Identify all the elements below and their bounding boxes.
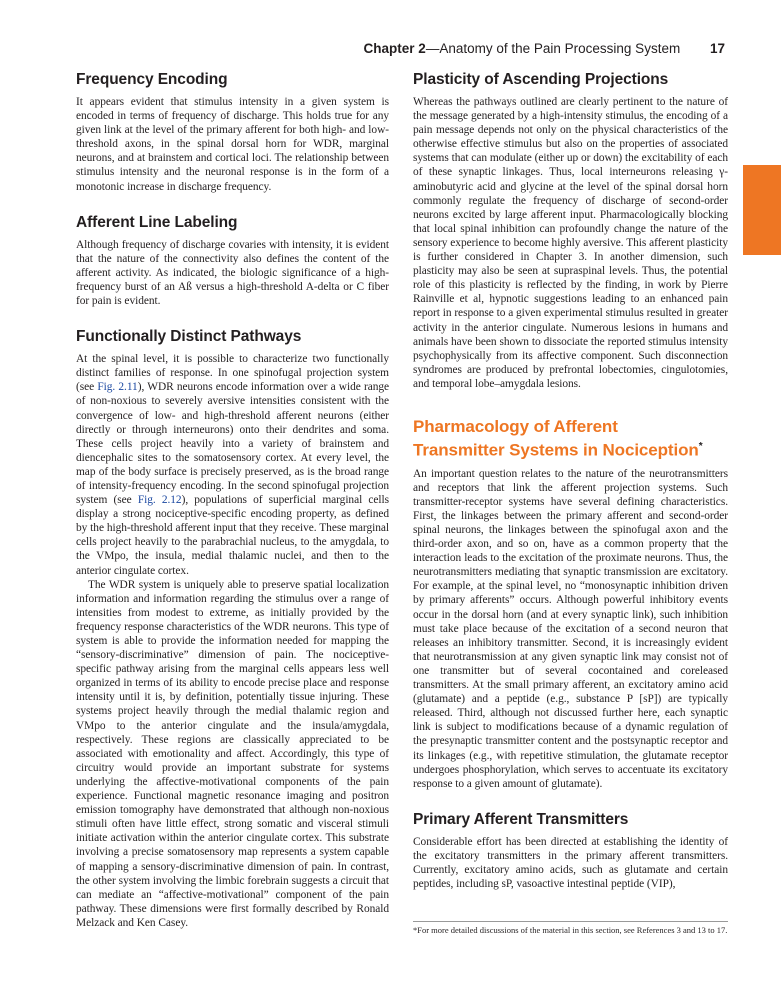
chapter-label: Chapter 2 <box>363 41 426 56</box>
heading-pharmacology-of-afferent-transmitter-systems <box>413 417 728 461</box>
figure-link-2-12[interactable]: Fig. 2.12 <box>137 494 182 507</box>
chapter-dash: — <box>425 41 440 56</box>
text-run: ), populations of superficial marginal cells display a strong nociceptive-specific encoding property, as defined by the high-threshold afferent input that they receive. These marginal cells project heavily to the parabrachial nucleus, to the amygdala, to the VMpo, the insula, medial thalamic nuclei, and then to the anterior cingulate cortex. <box>76 494 389 577</box>
paragraph: Considerable effort has been directed at establishing the identity of the excitatory transmitters in the primary afferent transmitters. Currently, excitatory amino acids, such as glutamate and certain peptides, including sP, vasoactive intestinal peptide (VIP), <box>413 835 728 891</box>
paragraph: The WDR system is uniquely able to preserve spatial localization information and information regarding the stimulus over a range of intensities from modest to extreme, as initially provided by the frequency response characteristics of the WDR neurons. This type of system is able to provide the information needed for mapping the “sensory-discriminative” dimension of pain. The nociceptive-specific pathway arising from the marginal cells appears less well organized in terms of its ability to encode precise place and response intensity until it is, by definition, potentially tissue injuring. These systems project heavily through the medial thalamic region and VMpo to the anterior cingulate and the insula/amygdala, respectively. These regions are classically appreciated to be associated with emotionality and affect. Accordingly, this type of circuitry would provide an important substrate for systems underlying the affective-motivational components of the pain experience. Functional magnetic resonance imaging and positron emission tomography have demonstrated that although non-noxious stimuli often have little effect, strong somatic and visceral stimuli initiate activation within the anterior cingulate cortex. This substrate involving a precise somatosensory map represents a system capable of mapping a sensory-discriminative dimension of pain. In contrast, the other system involving the limbic forebrain suggests a circuit that can mediate an “affective-motivational” component of the pain pathway. These dimensions were first formally described by Ronald Melzack and Ken Casey. <box>76 578 389 929</box>
paragraph: An important question relates to the nature of the neurotransmitters and receptors that link the afferent projection systems. Such transmitter-receptor systems have several defining characteristics. First, the linkages between the primary afferent and second-order spinal neurons, the linkages between the spinofugal axon and the third-order axon, and so on, have as a common property that the interaction leads to the excitation of the proximate neurons. Thus, the neurotransmitters mediating that synaptic transmission are excitatory. For example, at the spinal level, no “monosynaptic inhibition driven by primary afferents” occurs. Although powerful inhibitory events occur in the dorsal horn (and at every synaptic link), such inhibition must take place because of the excitation of a second neuron that releases an inhibitory transmitter. Second, it is increasingly evident that neurotransmission at any given synaptic link may consist not of one transmitter but of several cocontained and coreleased transmitters. At the small primary afferent, an excitatory amino acid (glutamate) and a peptide (e.g., substance P [sP]) are typically released. Third, although not discussed further here, each synaptic link is subject to modifications because of a dynamic regulation of the presynaptic transmitter content and the postsynaptic receptor and its linkages (e.g., with repetitive stimulation, the glutamate receptor undergoes phosphorylation, which serves to accentuate its excitatory response to a given amount of glutamate). <box>413 467 728 790</box>
paragraph <box>76 352 389 578</box>
heading-primary-afferent-transmitters: Primary Afferent Transmitters <box>413 810 629 828</box>
text-run: At the spinal level, it is possible to characterize two functionally distinct families of response. In one spinofugal projection system (see <box>76 353 389 394</box>
text-run: ), WDR neurons encode information over a wide range of non-noxious to severely aversive intensities consistent with the convergence of low- and high-threshold afferent neurons (either directly or through interneurons) onto their dendrites and soma. These cells project heavily into a variety of brainstem and diencephalic sites to the somatosensory cortex. At every level, the map of the body surface is precisely preserved, as is the broad range of intensity-frequency encoding. In the second spinofugal projection system (see <box>76 381 389 507</box>
heading-afferent-line-labeling: Afferent Line Labeling <box>76 213 238 231</box>
right-column <box>413 71 728 891</box>
footnote-divider <box>413 921 728 922</box>
running-head <box>364 41 725 56</box>
chapter-side-tab <box>743 165 781 255</box>
left-column <box>76 71 389 930</box>
paragraph: It appears evident that stimulus intensity in a given system is encoded in terms of frequency of discharge. This holds true for any given link at the level of the primary afferent for both high- and low-threshold axons, in the spinal dorsal horn for WDR, marginal neurons, and at brainstem and cortical loci. The relationship between stimulus intensity and the neuronal response is in the form of a monotonic increase in discharge frequency. <box>76 96 389 193</box>
heading-functionally-distinct-pathways: Functionally Distinct Pathways <box>76 328 302 346</box>
heading-frequency-encoding: Frequency Encoding <box>76 71 228 88</box>
page-number: 17 <box>709 41 725 56</box>
heading-line-1: Pharmacology of Afferent <box>413 416 618 436</box>
chapter-title: Anatomy of the Pain Processing System <box>439 41 681 56</box>
heading-line-2: Transmitter Systems in Nociception <box>413 440 699 460</box>
footnote-marker: * <box>698 440 703 452</box>
paragraph: Although frequency of discharge covaries with intensity, it is evident that the nature of the connectivity also defines the content of the afferent activity. As indicated, the biologic significance of a high-frequency burst of an Aß versus a high-threshold A-delta or C fiber for pain is evident. <box>76 238 389 308</box>
figure-link-2-11[interactable]: Fig. 2.11 <box>97 381 138 394</box>
paragraph: Whereas the pathways outlined are clearly pertinent to the nature of the message generated by a high-intensity stimulus, the encoding of a pain message depends not only on the physical characteristics of the otherwise effective stimulus but also on the properties of associated systems that can modulate (either up or down) the excitability of each of these synaptic linkages. Thus, local interneurons releasing γ-aminobutyric acid and glycine at the level of the spinal dorsal horn commonly regulate the frequency of discharge of second-order neurons excited by large afferent input. Pharmacologically blocking that local spinal inhibition can profoundly change the nature of the sensory experience to become highly aversive. This afferent plasticity is further considered in Chapter 3. In another dimension, such plasticity may also be seen at supraspinal levels. Thus, the potential role of this plasticity is reflected by the finding, in work by Pierre Rainville et al, hypnotic suggestions leading to an enhanced pain report in response to a given experimental stimulus resulted in greater activity in the anterior cingulate. Numerous lesions in humans and animals have been shown to dissociate the reported stimulus intensity psychophysically from its affective component. Such disconnection syndromes are produced by prefrontal lobectomies, cingulotomies, and temporal lobe–amygdala lesions. <box>413 96 728 390</box>
footnote: *For more detailed discussions of the material in this section, see References 3 and 13 to 17. <box>413 925 728 935</box>
heading-plasticity-of-ascending-projections: Plasticity of Ascending Projections <box>413 71 669 88</box>
